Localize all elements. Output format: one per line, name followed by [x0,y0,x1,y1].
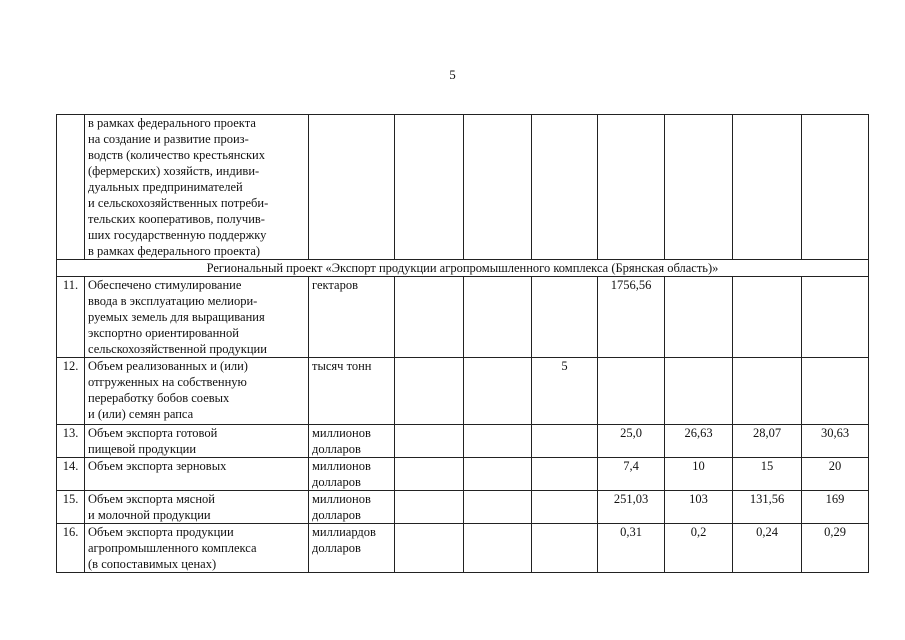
value-cell [598,358,665,425]
text-line: переработку бобов соевых [88,391,230,405]
text-line: долларов [312,442,361,456]
text-line: Обеспечено стимулирование [88,278,242,292]
section-title: Региональный проект «Экспорт продукции агропромышленного комплекса (Брянская область)» [57,260,869,277]
value-cell: 5 [532,358,598,425]
unit-cell [309,425,395,458]
table-row [57,491,869,524]
value-cell: 10 [665,458,733,491]
indicator-name-cell [85,115,309,260]
indicator-name-cell [85,524,309,573]
indicator-name-cell [85,458,309,491]
text-line: миллионов [312,459,371,473]
value-cell: 30,63 [802,425,869,458]
value-cell: 15 [733,458,802,491]
indicators-table [56,114,869,573]
value-cell: 7,4 [598,458,665,491]
empty-cell [733,115,802,260]
empty-cell [802,115,869,260]
unit-cell [309,524,395,573]
value-cell [395,425,464,458]
page-number: 5 [449,67,456,82]
text-line: долларов [312,475,361,489]
value-cell [395,524,464,573]
text-line: гектаров [312,278,358,292]
empty-cell [532,115,598,260]
value-cell: 28,07 [733,425,802,458]
value-cell: 103 [665,491,733,524]
text-line: долларов [312,508,361,522]
value-cell [464,524,532,573]
text-line: в рамках федерального проекта [88,116,256,130]
text-line: экспортно ориентированной [88,326,239,340]
row-number: 16. [57,524,85,573]
value-cell [665,358,733,425]
value-cell: 1756,56 [598,277,665,358]
text-line: тельских кооперативов, получив- [88,212,265,226]
text-line: и сельскохозяйственных потреби- [88,196,269,210]
value-cell: 25,0 [598,425,665,458]
value-cell [733,358,802,425]
empty-cell [598,115,665,260]
value-cell [802,358,869,425]
empty-cell [395,115,464,260]
text-line: агропромышленного комплекса [88,541,257,555]
text-line: Объем экспорта продукции [88,525,234,539]
text-line: сельскохозяйственной продукции [88,342,267,356]
text-line: водств (количество крестьянских [88,148,265,162]
value-cell [395,358,464,425]
text-line: долларов [312,541,361,555]
text-line: миллиардов [312,525,376,539]
row-number: 11. [57,277,85,358]
indicator-name-cell [85,358,309,425]
value-cell [733,277,802,358]
value-cell: 0,31 [598,524,665,573]
text-line: отгруженных на собственную [88,375,247,389]
indicator-name-cell [85,277,309,358]
value-cell [464,491,532,524]
text-line: и (или) семян рапса [88,407,194,421]
text-line: Объем экспорта мясной [88,492,215,506]
text-line: миллионов [312,492,371,506]
row-number: 12. [57,358,85,425]
value-cell [802,277,869,358]
table-row [57,524,869,573]
text-line: дуальных предпринимателей [88,180,243,194]
text-line: руемых земель для выращивания [88,310,265,324]
text-line: Объем экспорта готовой [88,426,218,440]
unit-cell [309,277,395,358]
value-cell [532,277,598,358]
row-number: 14. [57,458,85,491]
indicator-name-cell [85,491,309,524]
value-cell [464,425,532,458]
value-cell: 0,24 [733,524,802,573]
value-cell: 0,2 [665,524,733,573]
value-cell [665,277,733,358]
text-line: (фермерских) хозяйств, индиви- [88,164,260,178]
value-cell: 131,56 [733,491,802,524]
table-row-continued [57,115,869,260]
text-line: в рамках федерального проекта) [88,244,261,258]
indicator-name-cell [85,425,309,458]
value-cell [532,425,598,458]
text-line: тысяч тонн [312,359,372,373]
text-line: миллионов [312,426,371,440]
row-number-cell [57,115,85,260]
value-cell [532,491,598,524]
value-cell [395,458,464,491]
value-cell [464,358,532,425]
unit-cell [309,358,395,425]
table-row [57,358,869,425]
row-number: 13. [57,425,85,458]
text-line: (в сопоставимых ценах) [88,557,217,571]
value-cell [395,277,464,358]
value-cell: 26,63 [665,425,733,458]
empty-cell [464,115,532,260]
value-cell [532,524,598,573]
section-title-row [57,260,869,277]
value-cell [395,491,464,524]
text-line: Объем экспорта зерновых [88,459,227,473]
empty-cell [309,115,395,260]
text-line: и молочной продукции [88,508,211,522]
value-cell [464,458,532,491]
empty-cell [665,115,733,260]
unit-cell [309,491,395,524]
table-row [57,277,869,358]
table-row [57,425,869,458]
value-cell: 0,29 [802,524,869,573]
value-cell: 169 [802,491,869,524]
text-line: пищевой продукции [88,442,197,456]
unit-cell [309,458,395,491]
value-cell [532,458,598,491]
text-line: ввода в эксплуатацию мелиори- [88,294,258,308]
text-line: Объем реализованных и (или) [88,359,248,373]
row-number: 15. [57,491,85,524]
value-cell: 251,03 [598,491,665,524]
text-line: на создание и развитие произ- [88,132,249,146]
text-line: ших государственную поддержку [88,228,267,242]
value-cell: 20 [802,458,869,491]
table-row [57,458,869,491]
value-cell [464,277,532,358]
